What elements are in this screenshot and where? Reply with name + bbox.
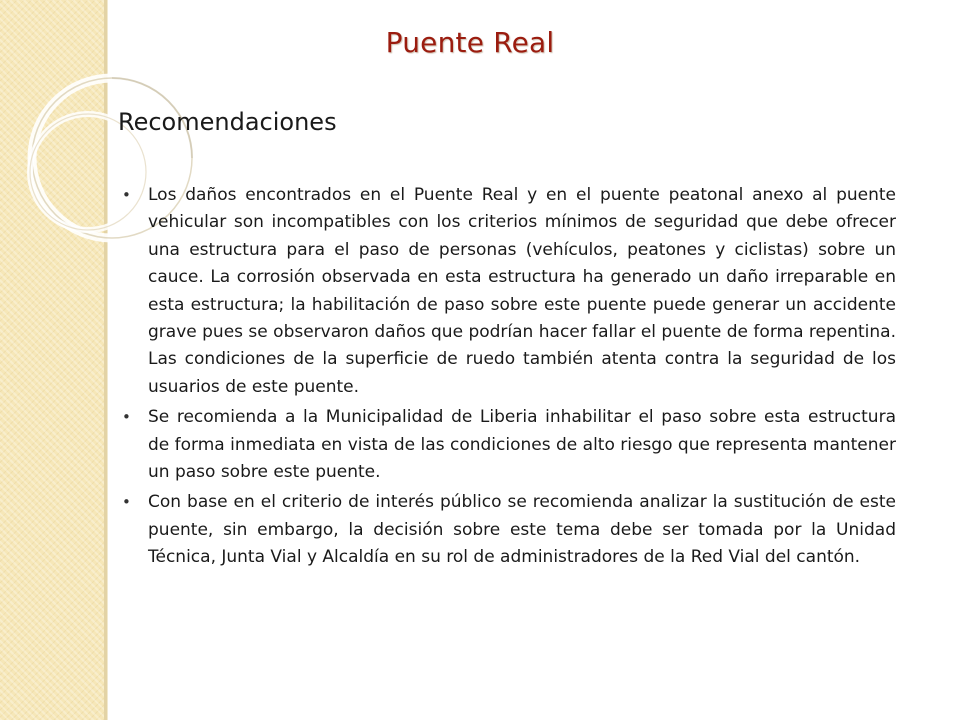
bullet-marker: • — [122, 186, 131, 204]
list-item-text: Con base en el criterio de interés público se recomienda analizar la sustitución de este puente, sin embargo, la decisión sobre este tema debe ser tomada por la Unidad Técnica, Junta Vial y Alcaldía en su rol de administradores de la Red Vial del cantón. — [148, 492, 896, 568]
list-item — [120, 489, 896, 571]
list-item — [120, 404, 896, 486]
list-item — [120, 182, 896, 401]
recommendations-list — [120, 182, 896, 575]
list-item-text: Se recomienda a la Municipalidad de Liberia inhabilitar el paso sobre esta estructura de forma inmediata en vista de las condiciones de alto riesgo que representa mantener un paso sobre este puente. — [148, 407, 896, 483]
bullet-marker: • — [122, 493, 131, 512]
section-heading: Recomendaciones — [118, 108, 337, 136]
bullet-marker: • — [122, 408, 131, 427]
slide-title: Puente Real — [385, 26, 555, 59]
list-item-text: Los daños encontrados en el Puente Real y en el puente peatonal anexo al puente vehicular son incompatibles con los criterios mínimos de seguridad que debe ofrecer una estructura para el paso de personas (vehículos, peatones y ciclistas) sobre un cauce. La corrosión observada en esta estructura ha generado un daño irreparable en esta estructura; la habilitación de paso sobre este puente puede generar un accidente grave pues se observaron daños que podrían hacer fallar el puente de forma repentina. Las condiciones de la superficie de ruedo también atenta contra la seguridad de los usuarios de este puente. — [148, 185, 896, 397]
